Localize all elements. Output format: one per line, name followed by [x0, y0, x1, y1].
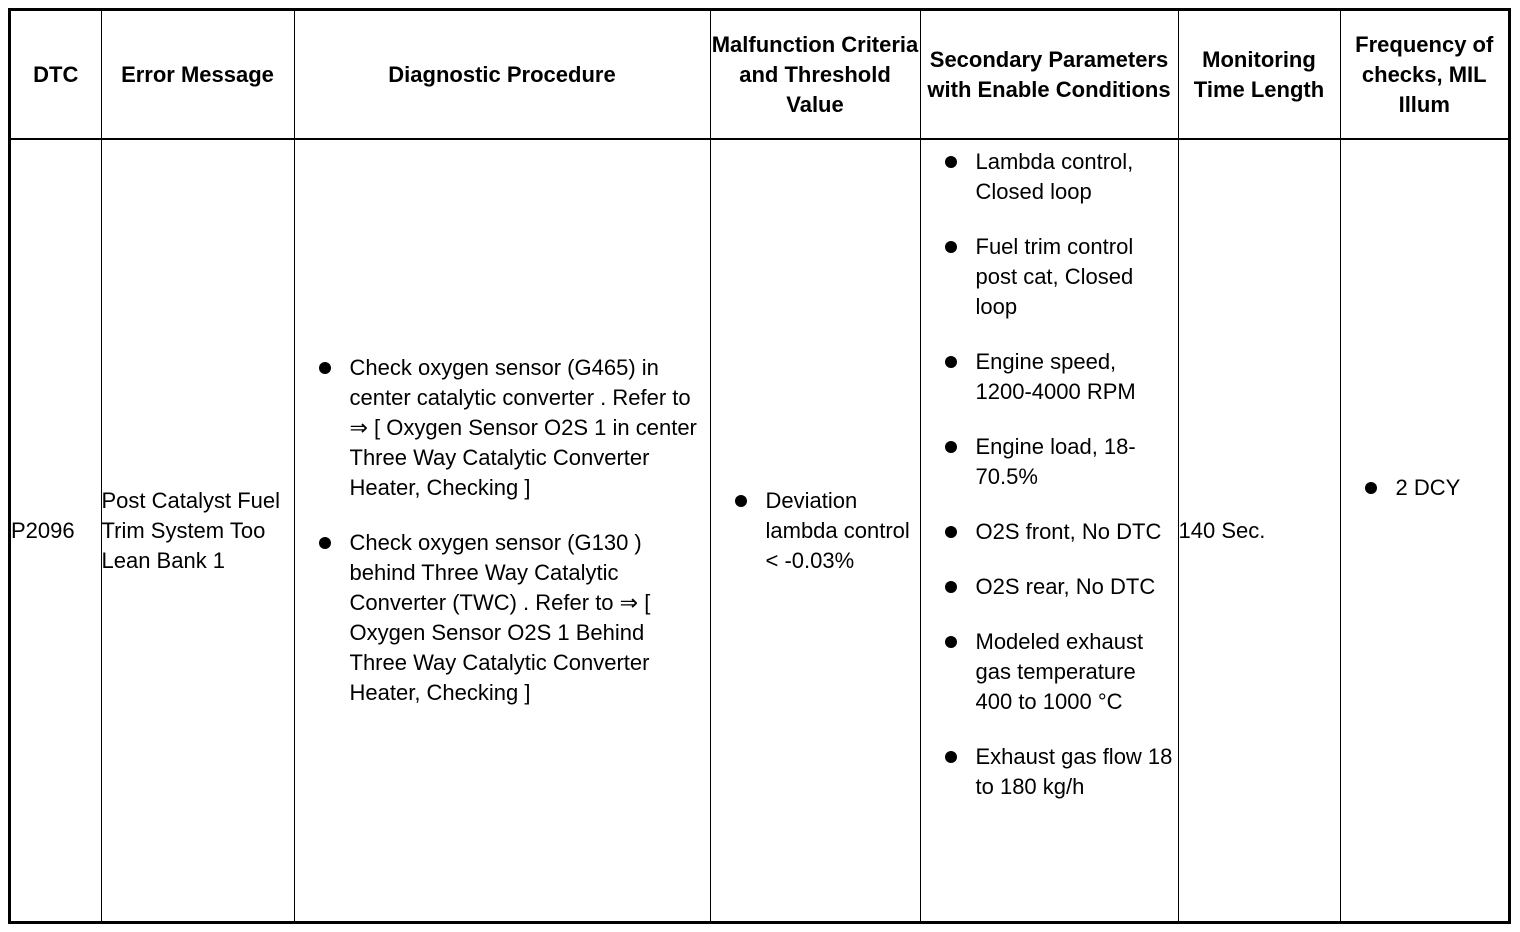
header-secondary-parameters: Secondary Parameters with Enable Conditions [920, 11, 1178, 139]
criteria-item: Deviation lambda control < -0.03% [766, 486, 914, 576]
procedure-list [295, 353, 710, 708]
secondary-parameter-list [921, 140, 1178, 802]
criteria-list [711, 486, 920, 576]
dtc-table-sheet [8, 8, 1511, 924]
header-malfunction-criteria: Malfunction Criteria and Threshold Value [710, 11, 920, 139]
dtc-table [11, 11, 1508, 921]
cell-frequency [1340, 139, 1508, 921]
cell-diagnostic-procedure [294, 139, 710, 921]
header-dtc: DTC [11, 11, 101, 139]
cell-secondary-parameters [920, 139, 1178, 921]
secondary-parameter-item: O2S rear, No DTC [976, 572, 1174, 602]
cell-dtc: P2096 [11, 139, 101, 921]
cell-error-message: Post Catalyst Fuel Trim System Too Lean Bank 1 [101, 139, 294, 921]
table-row [11, 139, 1508, 921]
frequency-list [1341, 473, 1509, 503]
secondary-parameter-item: Fuel trim control post cat, Closed loop [976, 232, 1174, 322]
secondary-parameter-item: Exhaust gas flow 18 to 180 kg/h [976, 742, 1174, 802]
secondary-parameter-item: Engine speed, 1200-4000 RPM [976, 347, 1174, 407]
secondary-parameter-item: Lambda control, Closed loop [976, 147, 1174, 207]
cell-malfunction-criteria [710, 139, 920, 921]
procedure-item: Check oxygen sensor (G465) in center catalytic converter . Refer to ⇒ [ Oxygen Sensor O2S 1 in center Three Way Catalytic Converter Heater, Checking ] [350, 353, 704, 503]
secondary-parameter-item: O2S front, No DTC [976, 517, 1174, 547]
header-frequency: Frequency of checks, MIL Illum [1340, 11, 1508, 139]
secondary-parameter-item: Engine load, 18-70.5% [976, 432, 1174, 492]
header-diagnostic-procedure: Diagnostic Procedure [294, 11, 710, 139]
header-error-message: Error Message [101, 11, 294, 139]
cell-monitoring-time: 140 Sec. [1178, 139, 1340, 921]
header-monitoring-time: Monitoring Time Length [1178, 11, 1340, 139]
procedure-item: Check oxygen sensor (G130 ) behind Three Way Catalytic Converter (TWC) . Refer to ⇒ [ Oxygen Sensor O2S 1 Behind Three Way Catalytic Converter Heater, Checking ] [350, 528, 704, 708]
header-row [11, 11, 1508, 139]
secondary-parameter-item: Modeled exhaust gas temperature 400 to 1000 °C [976, 627, 1174, 717]
frequency-item: 2 DCY [1396, 473, 1505, 503]
